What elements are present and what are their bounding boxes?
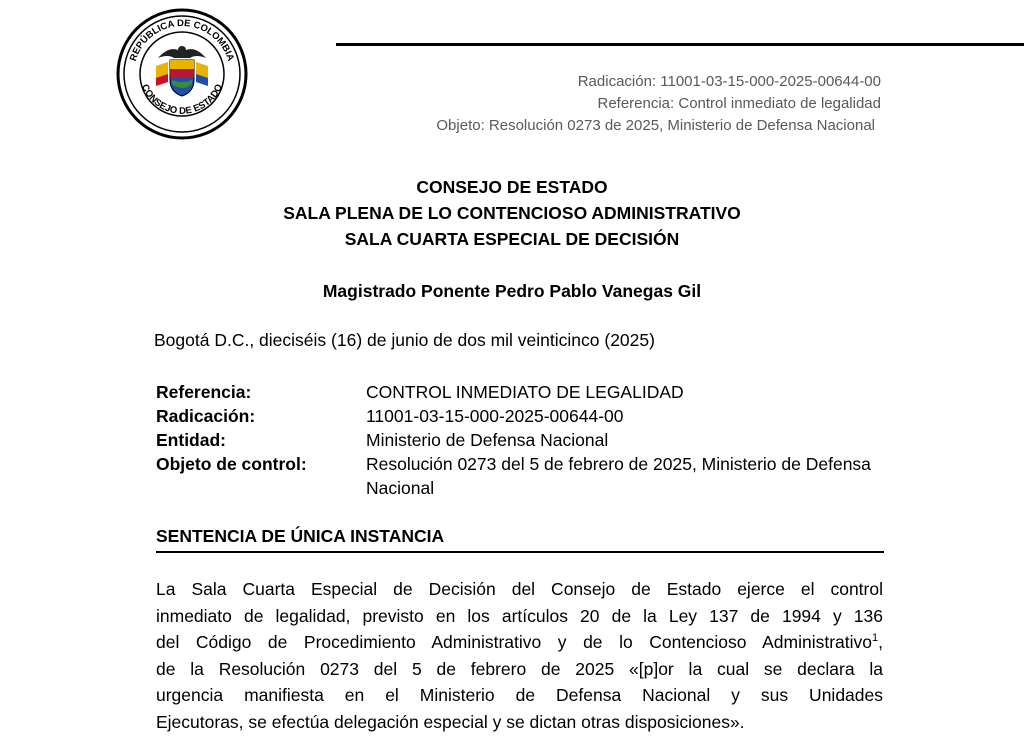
body-line: [156, 629, 883, 656]
meta-label: Referencia:: [156, 382, 252, 402]
body-line: urgencia manifiesta en el Ministerio de Defensa Nacional y sus Unidades: [156, 685, 883, 705]
consejo-de-estado-seal: [116, 8, 248, 140]
section-title: SENTENCIA DE ÚNICA INSTANCIA: [156, 526, 884, 553]
meta-value: CONTROL INMEDIATO DE LEGALIDAD: [366, 382, 684, 402]
meta-label: Radicación:: [156, 406, 256, 426]
body-line-text: del Código de Procedimiento Administrativo y de lo Contencioso Administrativo: [156, 632, 872, 652]
header-objeto: Objeto: Resolución 0273 de 2025, Ministerio de Defensa Nacional: [436, 117, 875, 134]
body-line: La Sala Cuarta Especial de Decisión del Consejo de Estado ejerce el control: [156, 579, 883, 599]
body-line: inmediato de legalidad, previsto en los artículos 20 de la Ley 137 de 1994 y 136: [156, 605, 883, 626]
body-paragraph: [156, 576, 883, 735]
document-titles: [0, 174, 1024, 252]
meta-row: [156, 428, 886, 452]
seal-text-bottom: CONSEJO DE ESTADO: [138, 82, 226, 117]
coat-of-arms-shield-icon: [170, 60, 194, 96]
meta-value: Ministerio de Defensa Nacional: [366, 430, 609, 450]
title-line-3: SALA CUARTA ESPECIAL DE DECISIÓN: [344, 229, 680, 249]
case-metadata: [156, 380, 886, 500]
header-radicacion: Radicación: 11001-03-15-000-2025-00644-00: [577, 73, 881, 90]
meta-label: Entidad:: [156, 430, 226, 450]
body-line: Ejecutoras, se efectúa delegación especial y se dictan otras disposiciones».: [156, 711, 745, 732]
meta-value: Resolución 0273 del 5 de febrero de 2025, Ministerio de Defensa Nacional: [366, 454, 871, 498]
meta-row: [156, 452, 886, 500]
header-referencia: Referencia: Control inmediato de legalidad: [597, 95, 881, 112]
meta-value: 11001-03-15-000-2025-00644-00: [366, 406, 624, 426]
body-line-tail: ,: [878, 632, 883, 652]
footnote-mark[interactable]: 1: [872, 632, 879, 644]
header-rule: [336, 43, 1024, 46]
meta-label: Objeto de control:: [156, 454, 307, 474]
seal-text-top: REPÚBLICA DE COLOMBIA: [127, 17, 237, 63]
title-line-1: CONSEJO DE ESTADO: [416, 177, 608, 197]
meta-row: [156, 404, 886, 428]
title-line-2: SALA PLENA DE LO CONTENCIOSO ADMINISTRATIVO: [283, 203, 741, 223]
header-reference-block: [436, 71, 881, 137]
document-date: Bogotá D.C., dieciséis (16) de junio de dos mil veinticinco (2025): [154, 330, 655, 350]
magistrado-ponente: Magistrado Ponente Pedro Pablo Vanegas Gil: [322, 281, 702, 301]
body-line: de la Resolución 0273 del 5 de febrero de 2025 «[p]or la cual se declara la: [156, 658, 883, 679]
meta-row: [156, 380, 886, 404]
